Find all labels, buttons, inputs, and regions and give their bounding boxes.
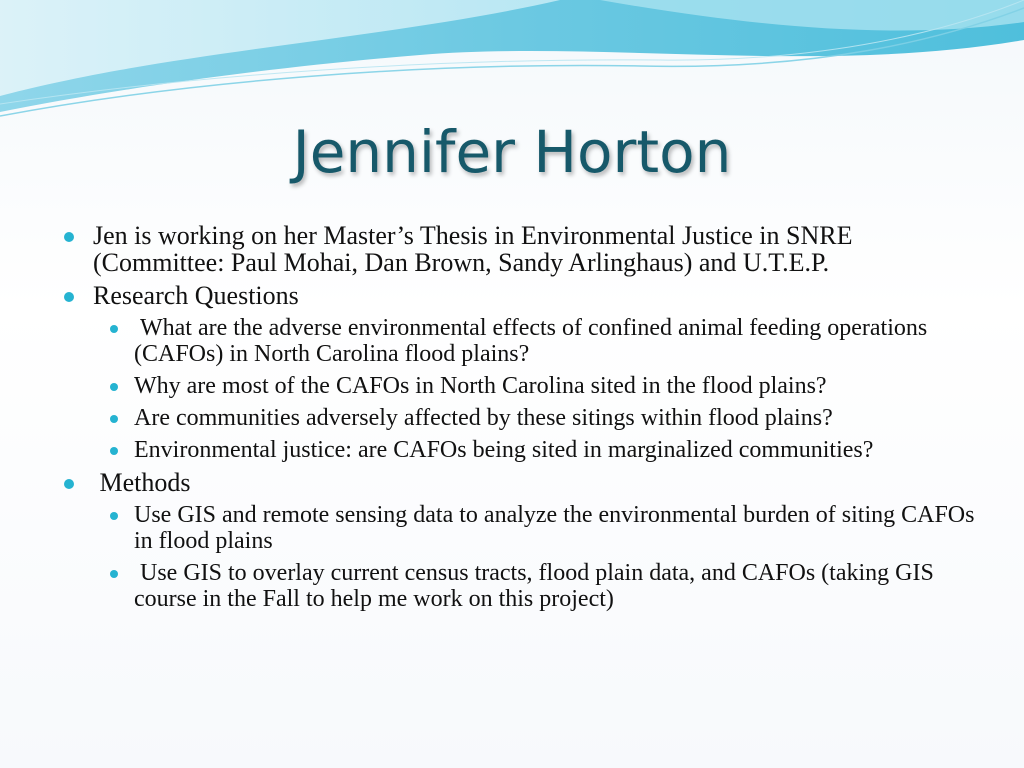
bullet-item [0,222,1024,276]
sub-bullet-text: Why are most of the CAFOs in North Carolina sited in the flood plains? [134,373,827,399]
bullet-text: Methods [93,468,191,497]
bullet-dot-icon [110,570,118,578]
bullet-dot-icon [64,232,74,242]
bullet-item [0,282,1024,309]
sub-bullet-text: Are communities adversely affected by these sitings within flood plains? [134,405,833,431]
bullet-text: Research Questions [93,281,299,310]
sub-bullet-item [0,373,1024,399]
bullet-dot-icon [64,479,74,489]
sub-bullet-item [0,502,1024,554]
bullet-dot-icon [110,415,118,423]
sub-bullet-text: Environmental justice: are CAFOs being sited in marginalized communities? [134,437,874,463]
bullet-item [0,469,1024,496]
bullet-list [0,216,1024,612]
sub-bullet-item [0,315,1024,367]
bullet-dot-icon [64,292,74,302]
sub-bullet-text: Use GIS and remote sensing data to analyze the environmental burden of siting CAFOs in flood plains [134,502,975,554]
bullet-text: Jen is working on her Master’s Thesis in Environmental Justice in SNRE (Committee: Paul Mohai, Dan Brown, Sandy Arlinghaus) and U.T.E.P. [93,221,853,277]
sub-bullet-item [0,560,1024,612]
slide-title: Jennifer Horton [292,118,732,186]
header-wave-decoration [0,0,1024,130]
sub-bullet-item [0,437,1024,463]
bullet-dot-icon [110,447,118,455]
bullet-dot-icon [110,325,118,333]
sub-bullet-text: What are the adverse environmental effects of confined animal feeding operations (CAFOs) in North Carolina flood plains? [134,315,934,367]
bullet-dot-icon [110,512,118,520]
sub-bullet-text: Use GIS to overlay current census tracts, flood plain data, and CAFOs (taking GIS course in the Fall to help me work on this project) [134,560,940,612]
bullet-dot-icon [110,383,118,391]
sub-bullet-item [0,405,1024,431]
